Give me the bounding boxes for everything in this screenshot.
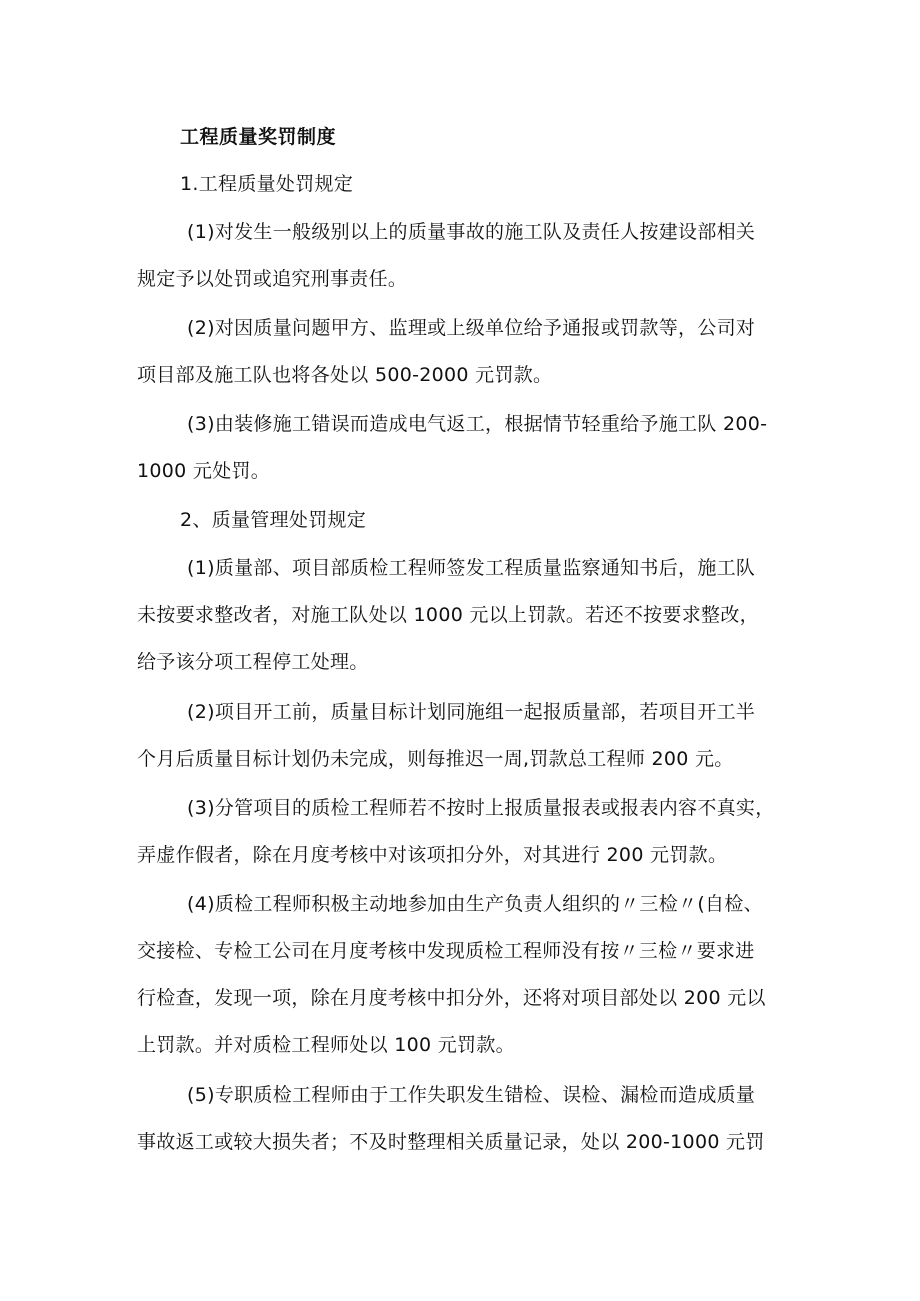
s1-item-3-line-2: 1000 元处罚。: [137, 460, 271, 482]
s2-item-5-line-2: 事故返工或较大损失者；不及时整理相关质量记录，处以 200-1000 元罚: [137, 1131, 765, 1153]
s1-item-3-line-1: (3)由装修施工错误而造成电气返工，根据情节轻重给予施工队 200-: [187, 413, 768, 435]
document-title: 工程质量奖罚制度: [180, 126, 337, 148]
s2-item-4-line-3: 行检查，发现一项，除在月度考核中扣分外，还将对项目部处以 200 元以: [137, 987, 766, 1009]
s1-item-2-line-2: 项目部及施工队也将各处以 500-2000 元罚款。: [137, 364, 553, 386]
s2-item-4-line-2: 交接检、专检工公司在月度考核中发现质检工程师没有按〃三检〃要求进: [137, 940, 755, 962]
s2-item-1-line-2: 未按要求整改者，对施工队处以 1000 元以上罚款。若还不按要求整改，: [137, 604, 759, 626]
s2-item-4-line-1: (4)质检工程师积极主动地参加由生产负责人组织的〃三检〃(自检、: [187, 893, 763, 915]
s2-item-2-line-1: (2)项目开工前，质量目标计划同施组一起报质量部，若项目开工半: [187, 701, 756, 723]
s1-item-1-line-1: (1)对发生一般级别以上的质量事故的施工队及责任人按建设部相关: [187, 221, 756, 243]
s2-item-2-line-2: 个月后质量目标计划仍未完成，则每推迟一周,罚款总工程师 200 元。: [137, 748, 734, 770]
s2-item-1-line-1: (1)质量部、项目部质检工程师签发工程质量监察通知书后，施工队: [187, 557, 756, 579]
s2-item-1-line-3: 给予该分项工程停工处理。: [137, 651, 369, 673]
section-1-heading: 1.工程质量处罚规定: [180, 173, 354, 195]
s2-item-5-line-1: (5)专职质检工程师由于工作失职发生错检、误检、漏检而造成质量: [187, 1084, 756, 1106]
s1-item-2-line-1: (2)对因质量问题甲方、监理或上级单位给予通报或罚款等，公司对: [187, 317, 756, 339]
section-2-heading: 2、质量管理处罚规定: [180, 509, 367, 531]
s2-item-4-line-4: 上罚款。并对质检工程师处以 100 元罚款。: [137, 1034, 515, 1056]
s2-item-3-line-2: 弄虚作假者，除在月度考核中对该项扣分外，对其进行 200 元罚款。: [137, 844, 728, 866]
s2-item-3-line-1: (3)分管项目的质检工程师若不按时上报质量报表或报表内容不真实，: [187, 797, 775, 819]
s1-item-1-line-2: 规定予以处罚或追究刑事责任。: [137, 268, 408, 290]
